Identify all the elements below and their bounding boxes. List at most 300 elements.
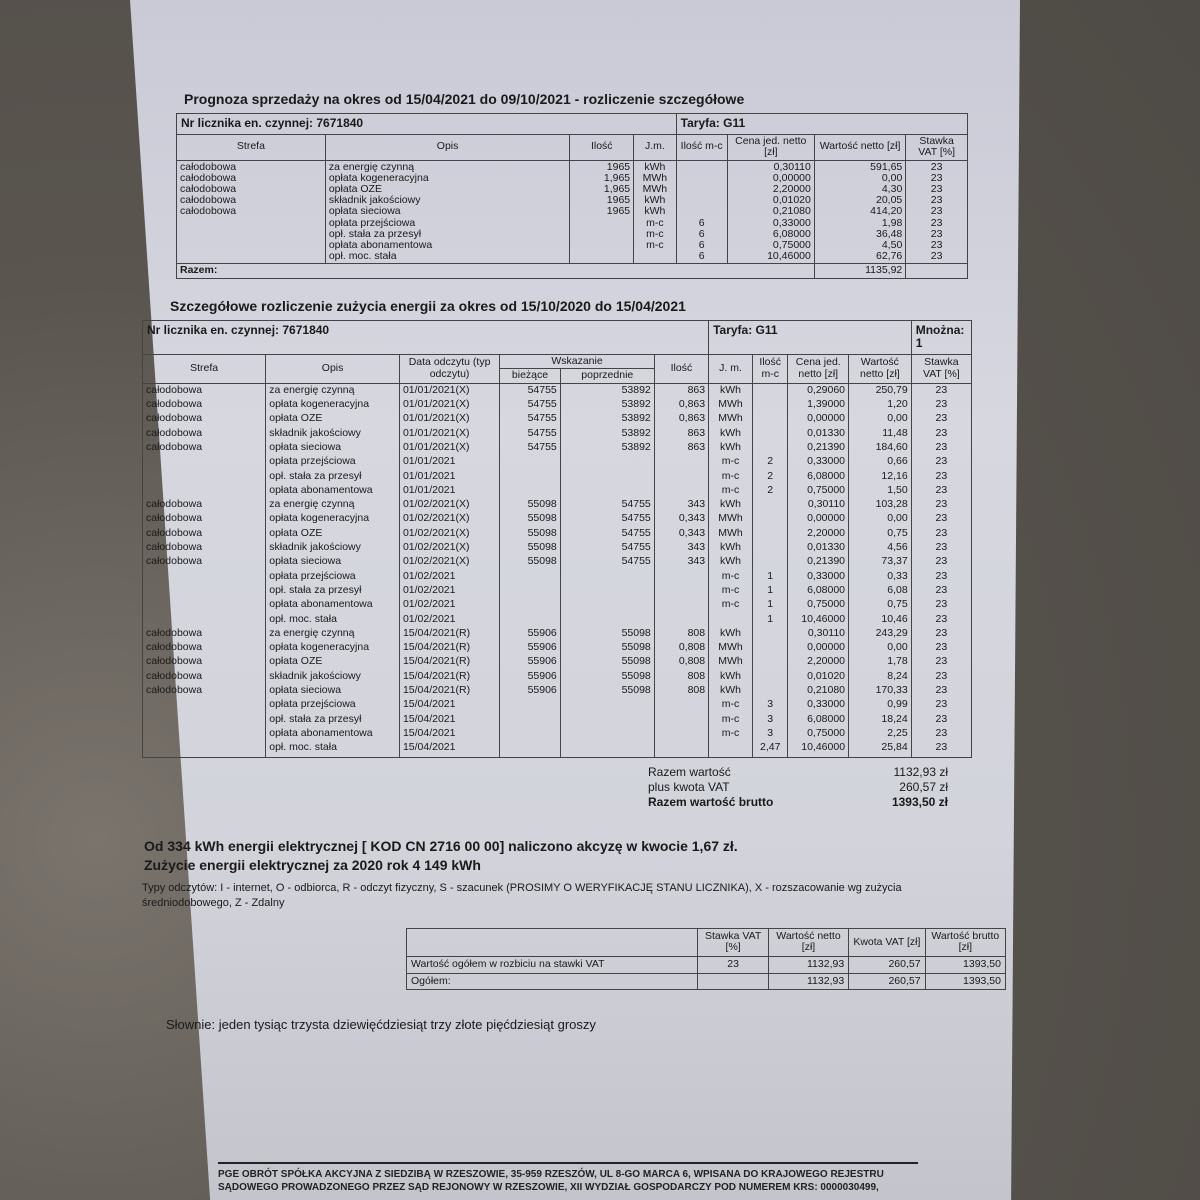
forecast-col-header: Wartość netto [zł]: [814, 134, 905, 160]
detail-cell: m-c: [721, 726, 740, 739]
detail-cell: 0,00000: [807, 512, 846, 525]
detail-cell: 01/02/2021: [402, 598, 456, 611]
vat-row-brutto: 1393,50: [925, 956, 1005, 973]
forecast-cell: [180, 240, 322, 251]
forecast-cell: 10,46000: [767, 250, 811, 263]
forecast-cell: kWh: [644, 194, 666, 207]
detail-cell: 0,75: [887, 598, 908, 611]
detail-cell: 0,30110: [807, 626, 846, 639]
detail-cell: 54755: [527, 426, 557, 439]
detail-cell: składnik jakościowy: [269, 426, 361, 439]
detail-cell: całodobowa: [146, 526, 203, 539]
detail-cell: 3: [767, 698, 774, 711]
detail-cell: 2,25: [887, 726, 908, 739]
detail-cell: [756, 656, 785, 670]
detail-cell: kWh: [720, 426, 742, 439]
detail-cell: 250,79: [875, 383, 908, 396]
detail-cell: [658, 742, 705, 756]
detail-cell: 01/02/2021: [402, 612, 456, 625]
forecast-cell: 2,20000: [772, 183, 811, 196]
forecast-cell: 62,76: [876, 250, 903, 263]
detail-cell: [503, 585, 557, 599]
detail-cell: 103,28: [875, 498, 908, 511]
detail-cell: [146, 714, 262, 728]
detail-cell: [146, 699, 262, 713]
forecast-cell: [680, 162, 724, 173]
detail-cell: 25,84: [881, 741, 908, 754]
detail-cell: opłata abonamentowa: [269, 726, 373, 739]
detail-cell: opł. moc. stała: [269, 741, 337, 754]
detail-cell: 0,75000: [807, 598, 846, 611]
detail-cell: m-c: [721, 469, 740, 482]
detail-cell: 1,20: [887, 398, 908, 411]
detail-cell: 0,01330: [807, 541, 846, 554]
detail-cell: 1: [767, 569, 774, 582]
detail-meter: Nr licznika en. czynnej: 7671840: [143, 321, 709, 354]
detail-cell: 15/04/2021: [402, 726, 456, 739]
detail-col-ilosc: [654, 383, 708, 758]
forecast-cell: [573, 218, 630, 229]
detail-cell: [756, 413, 785, 427]
detail-cell: 1,50: [887, 483, 908, 496]
col-wskazanie: Wskazanie: [500, 354, 655, 369]
detail-cell: 54755: [621, 555, 651, 568]
detail-cell: 01/01/2021(X): [402, 426, 470, 439]
detail-cell: całodobowa: [146, 669, 203, 682]
detail-cell: m-c: [721, 583, 740, 596]
detail-cell: 23: [935, 626, 948, 639]
detail-cell: 53892: [621, 440, 651, 453]
detail-cell: 55098: [621, 655, 651, 668]
vat-col-header: Wartość brutto [zł]: [925, 928, 1005, 956]
detail-cell: m-c: [721, 569, 740, 582]
detail-cell: MWh: [718, 512, 743, 525]
forecast-cell: 0,33000: [772, 216, 811, 229]
detail-cell: opłata abonamentowa: [269, 598, 373, 611]
detail-cell: opł. stała za przesył: [269, 583, 362, 596]
detail-cell: 0,00: [887, 641, 908, 654]
detail-cell: MWh: [718, 398, 743, 411]
forecast-cell: MWh: [642, 171, 668, 184]
detail-cell: opł. stała za przesył: [269, 712, 362, 725]
detail-cell: 23: [935, 512, 948, 525]
col-strefa: Strefa: [143, 354, 266, 383]
detail-cell: 863: [687, 383, 706, 396]
detail-cell: opłata abonamentowa: [269, 483, 373, 496]
detail-col-biez: [500, 383, 561, 758]
forecast-col-jm: [634, 160, 677, 264]
detail-cell: [658, 699, 705, 713]
detail-cell: 01/02/2021(X): [402, 526, 470, 539]
forecast-cell: za energię czynną: [328, 160, 415, 173]
detail-cell: 8,24: [887, 669, 908, 682]
detail-cell: 0,343: [678, 526, 706, 539]
detail-cell: 0,00: [887, 512, 908, 525]
detail-cell: [503, 699, 557, 713]
amount-in-words: Słownie: jeden tysiąc trzysta dziewięćdziesiąt trzy złote pięćdziesiąt groszy: [166, 1017, 596, 1033]
detail-cell: całodobowa: [146, 412, 203, 425]
forecast-cell: opłata kogeneracyjna: [328, 171, 429, 184]
detail-cell: 0,33: [887, 569, 908, 582]
forecast-cell: 6,08000: [772, 227, 811, 240]
detail-cell: [756, 499, 785, 513]
forecast-cell: 23: [930, 171, 943, 184]
detail-cell: opłata kogeneracyjna: [269, 512, 370, 525]
detail-cell: 55098: [621, 669, 651, 682]
detail-cell: [658, 728, 705, 742]
detail-cell: [658, 614, 705, 628]
detail-cell: [503, 714, 557, 728]
forecast-title: Prognoza sprzedaży na okres od 15/04/2021 do 09/10/2021 - rozliczenie szczegółowe: [184, 91, 745, 107]
detail-cell: składnik jakościowy: [269, 541, 361, 554]
forecast-cell: [180, 218, 322, 229]
detail-cell: całodobowa: [146, 684, 203, 696]
col-wartosc: Wartość netto [zł]: [849, 354, 912, 383]
detail-cell: 243,29: [875, 626, 908, 639]
summary-brutto-value: 1393,50 zł: [891, 795, 948, 810]
detail-cell: 343: [687, 498, 706, 511]
detail-tariff: Taryfa: G11: [709, 321, 912, 354]
detail-cell: 23: [935, 469, 948, 482]
forecast-cell: [573, 251, 630, 262]
detail-cell: MWh: [718, 655, 743, 668]
forecast-cell: [680, 206, 724, 217]
detail-cell: 0,21390: [807, 440, 846, 453]
total-row-netto: 1132,93: [768, 973, 848, 990]
forecast-cell: m-c: [646, 227, 664, 240]
detail-cell: 23: [935, 698, 948, 711]
detail-cell: kWh: [720, 669, 742, 682]
detail-cell: 54755: [621, 512, 651, 525]
detail-cell: m-c: [721, 455, 740, 468]
forecast-cell: 23: [930, 183, 943, 196]
forecast-cell: 6: [698, 227, 705, 240]
forecast-cell: [180, 229, 322, 240]
detail-cell: 15/04/2021(R): [402, 655, 471, 668]
detail-cell: 23: [935, 712, 948, 725]
col-opis: Opis: [266, 354, 400, 383]
detail-cell: 23: [935, 669, 948, 682]
forecast-cell: całodobowa: [180, 160, 237, 173]
detail-cell: 73,37: [881, 555, 908, 568]
detail-cell: 23: [935, 526, 948, 539]
forecast-col-header: Ilość: [570, 134, 634, 160]
detail-cell: 0,21080: [807, 684, 846, 696]
forecast-cell: całodobowa: [180, 183, 237, 196]
detail-cell: [658, 471, 705, 485]
forecast-col-mc: [676, 160, 727, 264]
detail-cell: [503, 599, 557, 613]
footer-line: PGE OBRÓT SPÓŁKA AKCYJNA Z SIEDZIBĄ W RZESZOWIE, 35-959 RZESZÓW, UL 8-GO MARCA 6, WPISANA DO KRAJOWEGO REJESTRU: [218, 1169, 884, 1180]
vat-row-netto: 1132,93: [768, 956, 848, 973]
detail-cell: opłata OZE: [269, 412, 323, 425]
detail-cell: 55098: [621, 641, 651, 654]
detail-cell: 863: [687, 440, 706, 453]
detail-cell: 3: [767, 726, 774, 739]
excise-line: Od 334 kWh energii elektrycznej [ KOD CN 2716 00 00] naliczono akcyzę w kwocie 1,67 zł.: [144, 838, 738, 855]
forecast-col-header: J.m.: [634, 134, 677, 160]
forecast-cell: [573, 229, 630, 240]
detail-cell: opłata kogeneracyjna: [269, 641, 370, 654]
detail-cell: 15/04/2021(R): [402, 669, 471, 682]
forecast-cell: 23: [930, 205, 943, 218]
detail-cell: 01/02/2021: [402, 569, 456, 582]
detail-cell: 1,39000: [807, 398, 846, 411]
detail-cell: m-c: [721, 598, 740, 611]
detail-cell: kWh: [720, 555, 742, 568]
detail-cell: opłata sieciowa: [269, 684, 342, 696]
detail-cell: [756, 399, 785, 413]
detail-cell: 0,33000: [807, 569, 846, 582]
detail-cell: 55098: [527, 541, 557, 554]
vat-row-rate: 23: [698, 956, 768, 973]
detail-cell: 6,08000: [807, 712, 846, 725]
detail-cell: opłata kogeneracyjna: [269, 398, 370, 411]
forecast-cell: 1965: [606, 160, 631, 173]
detail-cell: [658, 599, 705, 613]
detail-cell: [756, 528, 785, 542]
detail-cell: 01/01/2021(X): [402, 412, 470, 425]
summary-block: [648, 766, 948, 811]
detail-cell: 55906: [527, 641, 557, 654]
detail-cell: 55098: [621, 684, 651, 696]
detail-cell: 0,01020: [807, 669, 846, 682]
detail-cell: 10,46000: [801, 741, 846, 754]
detail-cell: 10,46: [881, 612, 908, 625]
detail-cell: [756, 385, 785, 399]
detail-cell: 23: [935, 555, 948, 568]
forecast-meter: Nr licznika en. czynnej: 7671840: [177, 114, 677, 134]
vat-col-header: Wartość netto [zł]: [768, 928, 848, 956]
detail-cell: 15/04/2021: [402, 698, 456, 711]
consumption-line: Zużycie energii elektrycznej za 2020 rok 4 149 kWh: [144, 857, 481, 874]
detail-col-jm: [709, 383, 753, 758]
forecast-cell: [180, 251, 322, 262]
reading-types: Typy odczytów: I - internet, O - odbiorca, R - odczyt fizyczny, S - szacunek (PROSIMY O WERYFIKACJĘ STANU LICZNIKA), X - rozszacowanie wg zużycia średniodobowego, Z - Zdalny: [142, 882, 902, 909]
detail-cell: 18,24: [881, 712, 908, 725]
detail-cell: 55906: [527, 655, 557, 668]
total-row-rate: [698, 973, 768, 990]
detail-cell: 53892: [621, 398, 651, 411]
forecast-total-value: 1135,92: [814, 264, 905, 279]
detail-cell: [503, 471, 557, 485]
col-vat: Stawka VAT [%]: [911, 354, 971, 383]
detail-cell: 343: [687, 555, 706, 568]
detail-cell: kWh: [720, 541, 742, 554]
detail-cell: [564, 471, 651, 485]
detail-title: Szczegółowe rozliczenie zużycia energii za okres od 15/10/2020 do 15/04/2021: [170, 297, 686, 314]
detail-cell: [146, 742, 262, 756]
detail-cell: [146, 585, 262, 599]
forecast-cell: [637, 251, 673, 262]
detail-cell: 55098: [527, 512, 557, 525]
detail-cell: 863: [687, 426, 706, 439]
detail-cell: 15/04/2021: [402, 741, 456, 754]
forecast-cell: 23: [930, 194, 943, 207]
detail-cell: [503, 728, 557, 742]
detail-cell: 0,21390: [807, 555, 846, 568]
summary-vat-value: 260,57 zł: [899, 780, 948, 795]
detail-cell: 0,75000: [807, 726, 846, 739]
detail-cell: [658, 571, 705, 585]
total-row-kwota: 260,57: [849, 973, 925, 990]
detail-cell: 184,60: [875, 440, 908, 453]
detail-cell: [146, 485, 262, 499]
forecast-cell: kWh: [644, 205, 666, 218]
detail-cell: 55906: [527, 669, 557, 682]
detail-cell: 0,30110: [807, 498, 846, 511]
detail-cell: 2: [767, 483, 774, 496]
vat-row-kwota: 260,57: [849, 956, 925, 973]
invoice-content: [142, 91, 1001, 1033]
detail-cell: [146, 471, 262, 485]
forecast-cell: 1,965: [603, 171, 631, 184]
detail-cell: za energię czynną: [269, 626, 355, 639]
forecast-cell: 0,75000: [772, 238, 811, 251]
col-data: Data odczytu (typ odczytu): [399, 354, 499, 383]
detail-cell: opł. stała za przesył: [269, 469, 362, 482]
detail-cell: 2,20000: [807, 655, 846, 668]
detail-cell: [756, 642, 785, 656]
forecast-cell: [573, 240, 630, 251]
detail-cell: 23: [935, 726, 948, 739]
detail-col-mc: [752, 383, 788, 758]
total-row-brutto: 1393,50: [925, 973, 1005, 990]
detail-cell: 4,56: [887, 541, 908, 554]
detail-col-vat: [911, 383, 971, 758]
detail-cell: 55906: [527, 684, 557, 696]
detail-cell: całodobowa: [146, 426, 203, 439]
detail-cell: [658, 456, 705, 470]
detail-cell: [564, 699, 651, 713]
company-footer: [218, 1162, 918, 1194]
detail-cell: 01/02/2021(X): [402, 541, 470, 554]
forecast-cell: 6: [698, 238, 705, 251]
footer-line: SĄDOWEGO PROWADZONEGO PRZEZ SĄD REJONOWY W RZESZOWIE, XII WYDZIAŁ GOSPODARCZY POD NUMEREM KRS: 0000030499,: [218, 1182, 879, 1193]
forecast-cell: 20,05: [876, 194, 903, 207]
forecast-cell: całodobowa: [180, 171, 237, 184]
detail-cell: 0,33000: [807, 455, 846, 468]
detail-cell: [756, 428, 785, 442]
detail-cell: całodobowa: [146, 498, 203, 511]
detail-cell: 54755: [621, 526, 651, 539]
detail-cell: opłata OZE: [269, 655, 323, 668]
detail-cell: 15/04/2021: [402, 712, 456, 725]
detail-cell: 808: [687, 669, 706, 682]
detail-cell: 808: [687, 626, 706, 639]
forecast-col-strefa: [177, 160, 326, 264]
detail-cell: 01/01/2021(X): [402, 398, 470, 411]
forecast-cell: [680, 173, 724, 184]
detail-cell: 0,75000: [807, 483, 846, 496]
detail-col-poprz: [560, 383, 654, 758]
forecast-tariff: Taryfa: G11: [676, 114, 967, 134]
detail-cell: 23: [935, 483, 948, 496]
detail-cell: [658, 585, 705, 599]
detail-cell: 23: [935, 541, 948, 554]
detail-cell: 23: [935, 569, 948, 582]
forecast-cell: 23: [930, 216, 943, 229]
detail-cell: 01/02/2021: [402, 583, 456, 596]
detail-cell: 23: [935, 612, 948, 625]
detail-cell: 6,08: [887, 583, 908, 596]
detail-cell: całodobowa: [146, 512, 203, 525]
forecast-cell: 414,20: [870, 205, 903, 218]
detail-cell: 55098: [527, 526, 557, 539]
detail-cell: 0,00000: [807, 641, 846, 654]
detail-cell: m-c: [721, 712, 740, 725]
forecast-cell: 4,50: [881, 238, 903, 251]
forecast-cell: m-c: [646, 238, 664, 251]
forecast-cell: 1965: [606, 205, 631, 218]
forecast-cell: opłata sieciowa: [328, 205, 401, 218]
vat-col-header: Stawka VAT [%]: [698, 928, 768, 956]
forecast-col-header: Ilość m-c: [676, 134, 727, 160]
detail-cell: 808: [687, 684, 706, 696]
detail-cell: [658, 714, 705, 728]
forecast-col-cena: [727, 160, 814, 264]
detail-cell: całodobowa: [146, 555, 203, 568]
detail-cell: [564, 599, 651, 613]
detail-cell: opłata sieciowa: [269, 440, 342, 453]
detail-cell: [756, 513, 785, 527]
vat-row-label: Wartość ogółem w rozbiciu na stawki VAT: [407, 956, 698, 973]
col-jm: J. m.: [709, 354, 753, 383]
detail-cell: MWh: [718, 412, 743, 425]
detail-cell: 0,66: [887, 455, 908, 468]
detail-cell: 01/02/2021(X): [402, 498, 470, 511]
detail-cell: 54755: [527, 440, 557, 453]
forecast-cell: opłata abonamentowa: [328, 238, 433, 251]
detail-cell: MWh: [718, 641, 743, 654]
detail-cell: 55098: [527, 498, 557, 511]
detail-cell: całodobowa: [146, 440, 203, 453]
detail-cell: m-c: [721, 483, 740, 496]
detail-cell: [564, 571, 651, 585]
forecast-cell: składnik jakościowy: [328, 194, 421, 207]
detail-cell: [756, 628, 785, 642]
detail-cell: 54755: [527, 398, 557, 411]
forecast-cell: 36,48: [876, 227, 903, 240]
detail-cell: 0,863: [678, 398, 706, 411]
detail-cell: [756, 556, 785, 570]
detail-cell: [756, 685, 785, 699]
detail-cell: 23: [935, 398, 948, 411]
detail-cell: 01/02/2021(X): [402, 512, 470, 525]
detail-col-cena: [788, 383, 849, 758]
forecast-col-opis: [325, 160, 570, 264]
forecast-cell: 6: [698, 250, 705, 263]
detail-cell: 11,48: [882, 426, 908, 439]
detail-cell: 23: [935, 412, 948, 425]
detail-cell: [146, 599, 262, 613]
detail-cell: 0,29060: [807, 383, 846, 396]
detail-cell: 2: [767, 455, 774, 468]
forecast-cell: 0,30110: [773, 160, 811, 173]
detail-cell: 0,343: [678, 512, 706, 525]
excise-info: [144, 837, 972, 875]
detail-cell: 12,16: [881, 469, 908, 482]
detail-cell: 01/01/2021: [402, 483, 456, 496]
detail-cell: 1,78: [887, 655, 908, 668]
detail-cell: [658, 485, 705, 499]
detail-cell: [146, 728, 262, 742]
detail-cell: [503, 571, 557, 585]
detail-cell: m-c: [721, 698, 740, 711]
forecast-cell: całodobowa: [180, 194, 237, 207]
detail-multiplier: Mnożna: 1: [911, 321, 971, 354]
forecast-cell: opł. stała za przesył: [328, 227, 422, 240]
